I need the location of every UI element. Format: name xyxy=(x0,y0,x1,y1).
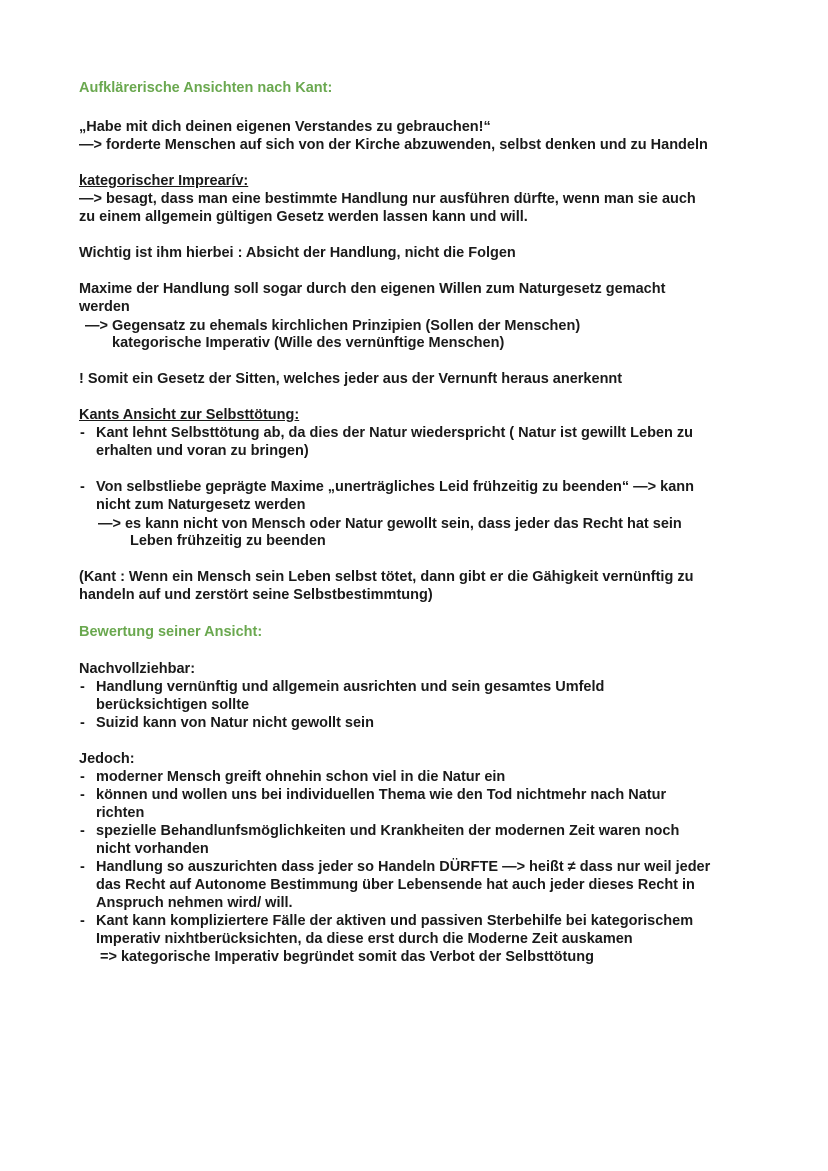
bullet-dash: - xyxy=(80,715,85,731)
ki-text-line: —> besagt, dass man eine bestimmte Handlung nur ausführen dürfte, wenn man sie auch xyxy=(79,191,696,207)
jedoch-subheading: Jedoch: xyxy=(79,751,135,767)
bullet-text: Anspruch nehmen wird/ will. xyxy=(96,895,293,911)
bullet-text: Leben frühzeitig zu beenden xyxy=(130,533,326,549)
bullet-dash: - xyxy=(80,479,85,495)
bullet-text: richten xyxy=(96,805,145,821)
kant-quote: „Habe mit dich deinen eigenen Verstandes zu gebrauchen!“ xyxy=(79,119,491,135)
bullet-text: spezielle Behandlunfsmöglichkeiten und Krankheiten der modernen Zeit waren noch xyxy=(96,823,680,839)
bullet-text: berücksichtigen sollte xyxy=(96,697,250,713)
nachvollziehbar-subheading: Nachvollziehbar: xyxy=(79,661,196,677)
quote-explanation: —> forderte Menschen auf sich von der Kirche abzuwenden, selbst denken und zu Handeln xyxy=(79,137,708,153)
bullet-text: nicht vorhanden xyxy=(96,841,209,857)
bullet-dash: - xyxy=(80,679,85,695)
bullet-text: Kant lehnt Selbsttötung ab, da dies der Natur wiederspricht ( Natur ist gewillt Leben zu xyxy=(96,425,693,441)
maxime-line: kategorische Imperativ (Wille des vernünftige Menschen) xyxy=(112,335,505,351)
maxime-arrow-line: —> Gegensatz zu ehemals kirchlichen Prinzipien (Sollen der Menschen) xyxy=(85,318,581,334)
kant-note-line: (Kant : Wenn ein Mensch sein Leben selbst tötet, dann gibt er die Gähigkeit vernünftig zu xyxy=(79,569,694,585)
bullet-text: Imperativ nixhtberücksichten, da diese erst durch die Moderne Zeit auskamen xyxy=(96,931,633,947)
sitten-line: ! Somit ein Gesetz der Sitten, welches jeder aus der Vernunft heraus anerkennt xyxy=(79,371,623,387)
bullet-dash: - xyxy=(80,913,85,929)
bullet-dash: - xyxy=(80,787,85,803)
section-heading-bewertung: Bewertung seiner Ansicht: xyxy=(79,624,263,640)
selbsttoetung-subheading: Kants Ansicht zur Selbsttötung: xyxy=(79,407,300,423)
bullet-text: erhalten und voran zu bringen) xyxy=(96,443,309,459)
bullet-arrow-line: —> es kann nicht von Mensch oder Natur gewollt sein, dass jeder das Recht hat sein xyxy=(98,516,682,532)
maxime-line: Maxime der Handlung soll sogar durch den eigenen Willen zum Naturgesetz gemacht xyxy=(79,281,666,297)
bullet-text: können und wollen uns bei individuellen Thema wie den Tod nichtmehr nach Natur xyxy=(96,787,667,803)
bullet-text: Kant kann kompliziertere Fälle der aktiven und passiven Sterbehilfe bei kategorischem xyxy=(96,913,694,929)
bullet-text: das Recht auf Autonome Bestimmung über Lebensende hat auch jeder dieses Recht in xyxy=(96,877,695,893)
maxime-line: werden xyxy=(79,299,130,315)
section-heading-kant: Aufklärerische Ansichten nach Kant: xyxy=(79,80,333,96)
bullet-text: nicht zum Naturgesetz werden xyxy=(96,497,306,513)
bullet-dash: - xyxy=(80,425,85,441)
bullet-text: Suizid kann von Natur nicht gewollt sein xyxy=(96,715,374,731)
ki-text-line: zu einem allgemein gültigen Gesetz werden lassen kann und will. xyxy=(79,209,528,225)
wichtig-line: Wichtig ist ihm hierbei : Absicht der Handlung, nicht die Folgen xyxy=(79,245,516,261)
bullet-text: Handlung so auszurichten dass jeder so Handeln DÜRFTE —> heißt ≠ dass nur weil jeder xyxy=(96,859,711,875)
bullet-dash: - xyxy=(80,769,85,785)
kant-note-line: handeln auf und zerstört seine Selbstbestimmtung) xyxy=(79,587,433,603)
bullet-text: moderner Mensch greift ohnehin schon viel in die Natur ein xyxy=(96,769,506,785)
bullet-text: Von selbstliebe geprägte Maxime „unerträgliches Leid frühzeitig zu beenden“ —> kann xyxy=(96,479,694,495)
bullet-text: Handlung vernünftig und allgemein ausrichten und sein gesamtes Umfeld xyxy=(96,679,605,695)
bullet-dash: - xyxy=(80,859,85,875)
conclusion-line: => kategorische Imperativ begründet somit das Verbot der Selbsttötung xyxy=(100,949,594,965)
bullet-dash: - xyxy=(80,823,85,839)
ki-subheading: kategorischer Imprearív: xyxy=(79,173,249,189)
